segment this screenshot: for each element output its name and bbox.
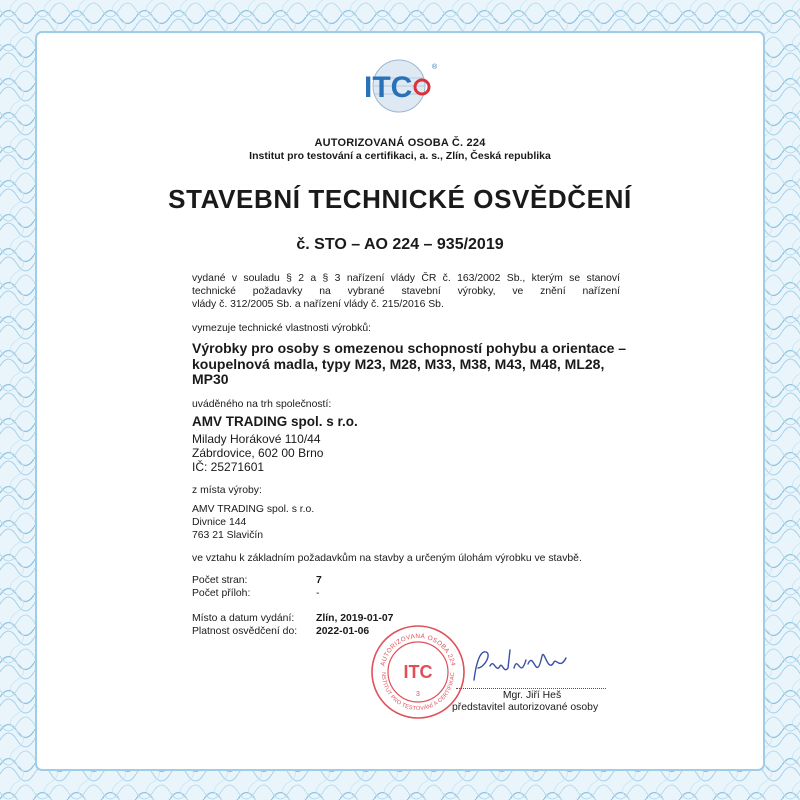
annex-value: - (316, 588, 320, 599)
production-street: Divnice 144 (192, 517, 247, 528)
company-street: Milady Horákové 110/44 (192, 432, 321, 446)
legal-basis-text (192, 272, 620, 311)
annex-label: Počet příloh: (192, 588, 251, 599)
valid-value: 2022-01-06 (316, 626, 370, 637)
itc-logo-icon (356, 58, 442, 114)
svg-text:®: ® (432, 64, 438, 71)
svg-text:ITC: ITC (364, 71, 413, 104)
document-title: STAVEBNÍ TECHNICKÉ OSVĚDČENÍ (168, 184, 632, 214)
svg-text:AUTORIZOVANÁ OSOBA 224: AUTORIZOVANÁ OSOBA 224 (379, 632, 457, 667)
authority-line: AUTORIZOVANÁ OSOBA Č. 224 (314, 137, 486, 149)
svg-text:ITC: ITC (403, 662, 433, 682)
legal-basis-line: vlády č. 312/2005 Sb. a nařízení vlády č. 215/2016 Sb. (192, 299, 444, 310)
production-name: AMV TRADING spol. s r.o. (192, 504, 315, 515)
product-line: Výrobky pro osoby s omezenou schopností pohybu a orientace – (192, 340, 627, 356)
company-name: AMV TRADING spol. s r.o. (192, 414, 358, 429)
production-city: 763 21 Slavičín (192, 530, 264, 541)
product-description (192, 341, 642, 388)
signature-line (456, 688, 606, 689)
signer-name: Mgr. Jiří Heš (502, 690, 562, 701)
valid-label: Platnost osvědčení do: (192, 626, 298, 637)
product-line: MP30 (192, 371, 229, 387)
market-label: uváděného na trh společností: (192, 399, 332, 410)
svg-text:3: 3 (416, 691, 420, 698)
pages-label: Počet stran: (192, 575, 248, 586)
relation-text: ve vztahu k základním požadavkům na stavby a určeným úlohám výrobku ve stavbě. (192, 553, 582, 564)
company-ic: IČ: 25271601 (192, 460, 265, 474)
company-city: Zábrdovice, 602 00 Brno (192, 446, 324, 460)
certificate-number: č. STO – AO 224 – 935/2019 (296, 236, 504, 253)
svg-text:INSTITUT PRO TESTOVÁNÍ A CERTI: NSTITUT PRO TESTOVÁNÍ A CERTIFIKAC (379, 672, 457, 712)
pages-value: 7 (316, 575, 322, 586)
issued-label: Místo a datum vydání: (192, 613, 295, 624)
institute-line: Institut pro testování a certifikaci, a. s., Zlín, Česká republika (249, 150, 551, 162)
handwritten-signature (470, 644, 580, 686)
production-label: z místa výroby: (192, 485, 262, 496)
issued-value: Zlín, 2019-01-07 (316, 613, 394, 624)
legal-basis-line: technické požadavky na vybrané stavební výrobky, ve znění nařízení (192, 286, 620, 297)
legal-basis-line: vydané v souladu § 2 a § 3 nařízení vlády ČR č. 163/2002 Sb., kterým se stanoví (192, 273, 620, 284)
product-line: koupelnová madla, typy M23, M28, M33, M38, M43, M48, ML28, (192, 355, 605, 372)
properties-label: vymezuje technické vlastnosti výrobků: (192, 323, 372, 334)
signer-role: představitel autorizované osoby (452, 702, 599, 713)
